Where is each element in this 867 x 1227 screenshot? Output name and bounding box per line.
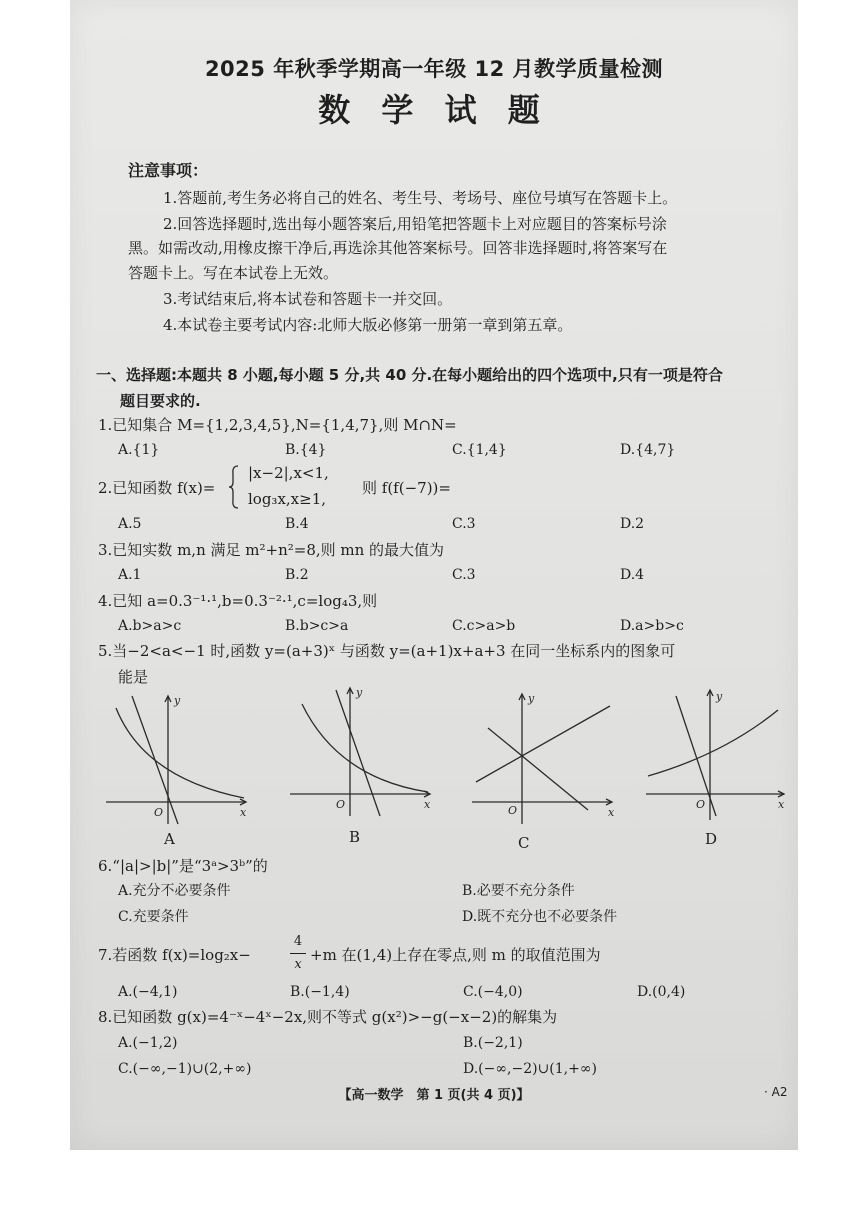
- question-1-stem: 1.已知集合 M={1,2,3,4,5},N={1,4,7},则 M∩N=: [98, 416, 457, 434]
- question-7-option-d: D.(0,4): [637, 984, 686, 1000]
- question-1-option-d: D.{4,7}: [620, 442, 676, 458]
- question-4-option-d: D.a>b>c: [620, 618, 684, 634]
- question-8-option-d: D.(−∞,−2)∪(1,+∞): [463, 1061, 597, 1077]
- exponential-curve: [476, 706, 610, 782]
- question-8-option-c: C.(−∞,−1)∪(2,+∞): [118, 1061, 252, 1077]
- question-6-stem: 6.“|a|>|b|”是“3ᵃ>3ᵇ”的: [98, 857, 268, 875]
- origin-label: O: [696, 798, 706, 811]
- question-5-stem: 5.当−2<a<−1 时,函数 y=(a+3)ˣ 与函数 y=(a+1)x+a+3 在同一坐标系内的图象可: [98, 642, 676, 660]
- exam-header-title: 2025 年秋季学期高一年级 12 月教学质量检测: [204, 57, 664, 81]
- notice-item: 答题卡上。写在本试卷上无效。: [128, 264, 339, 282]
- question-7-stem: 7.若函数 f(x)=log₂x−: [98, 946, 251, 964]
- question-8-stem: 8.已知函数 g(x)=4⁻ˣ−4ˣ−2x,则不等式 g(x²)>−g(−x−2)的解集为: [98, 1008, 558, 1026]
- question-7-option-b: B.(−1,4): [290, 984, 350, 1000]
- question-4-stem: 4.已知 a=0.3⁻¹·¹,b=0.3⁻²·¹,c=log₄3,则: [98, 592, 378, 610]
- graph-b: [288, 680, 438, 830]
- y-axis-label: y: [174, 694, 181, 707]
- exponential-curve: [302, 704, 428, 792]
- question-1-option-a: A.{1}: [118, 442, 160, 458]
- graph-a-label: A: [164, 830, 175, 848]
- question-3-option-a: A.1: [118, 567, 142, 583]
- question-2-option-a: A.5: [118, 516, 142, 532]
- question-6-option-d: D.既不充分也不必要条件: [462, 909, 618, 925]
- y-axis-label: y: [528, 692, 535, 705]
- question-3-stem: 3.已知实数 m,n 满足 m²+n²=8,则 mn 的最大值为: [98, 541, 445, 559]
- notice-item: 3.考试结束后,将本试卷和答题卡一并交回。: [163, 290, 453, 308]
- question-4-option-b: B.b>c>a: [285, 618, 349, 634]
- question-2-option-c: C.3: [452, 516, 476, 532]
- question-7-option-c: C.(−4,0): [463, 984, 523, 1000]
- question-7-option-a: A.(−4,1): [118, 984, 178, 1000]
- corner-mark: · A2: [764, 1085, 788, 1099]
- question-1-option-c: C.{1,4}: [452, 442, 507, 458]
- graph-d: [644, 684, 790, 824]
- exponential-curve: [648, 710, 778, 776]
- question-6-option-c: C.充要条件: [118, 909, 189, 925]
- graph-a: [104, 688, 254, 828]
- question-6-option-b: B.必要不充分条件: [462, 883, 575, 899]
- x-axis-label: x: [778, 798, 785, 811]
- question-2-stem: 2.已知函数 f(x)=: [98, 479, 216, 497]
- question-7-fraction-denominator: x: [294, 957, 302, 972]
- y-axis-label: y: [356, 686, 363, 699]
- origin-label: O: [336, 798, 346, 811]
- notice-item: 4.本试卷主要考试内容:北师大版必修第一册第一章到第五章。: [163, 316, 573, 334]
- notice-item: 1.答题前,考生务必将自己的姓名、考生号、考场号、座位号填写在答题卡上。: [163, 189, 678, 207]
- notice-item: 黑。如需改动,用橡皮擦干净后,再选涂其他答案标号。回答非选择题时,将答案写在: [128, 239, 668, 257]
- graph-c-label: C: [518, 834, 530, 852]
- notice-item: 2.回答选择题时,选出每小题答案后,用铅笔把答题卡上对应题目的答案标号涂: [163, 215, 667, 233]
- question-7-fraction-numerator: 4: [293, 934, 303, 949]
- question-2-option-b: B.4: [285, 516, 309, 532]
- section-heading-cont: 题目要求的.: [120, 392, 201, 410]
- question-3-option-d: D.4: [620, 567, 645, 583]
- graph-d-label: D: [705, 830, 718, 848]
- question-8-option-a: A.(−1,2): [118, 1035, 178, 1051]
- x-axis-label: x: [240, 806, 247, 819]
- question-6-option-a: A.充分不必要条件: [118, 883, 231, 899]
- question-7-fraction-bar: [290, 953, 306, 954]
- question-2-option-d: D.2: [620, 516, 645, 532]
- question-2-piece-1: |x−2|,x<1,: [248, 464, 329, 482]
- origin-label: O: [154, 806, 164, 819]
- question-4-option-c: C.c>a>b: [452, 618, 516, 634]
- question-7-stem-suffix: +m 在(1,4)上存在零点,则 m 的取值范围为: [310, 946, 601, 964]
- question-3-option-c: C.3: [452, 567, 476, 583]
- question-2-stem-suffix: 则 f(f(−7))=: [362, 479, 451, 497]
- question-4-option-a: A.b>a>c: [118, 618, 182, 634]
- notice-title: 注意事项：: [128, 161, 209, 180]
- piecewise-brace: [228, 464, 240, 510]
- question-2-piece-2: log₃x,x≥1,: [248, 490, 327, 508]
- question-5-stem-cont: 能是: [118, 668, 149, 686]
- graph-c: [470, 688, 620, 828]
- origin-label: O: [508, 804, 518, 817]
- linear-line: [132, 696, 178, 824]
- question-1-option-b: B.{4}: [285, 442, 327, 458]
- linear-line: [488, 728, 588, 810]
- x-axis-label: x: [608, 806, 615, 819]
- y-axis-label: y: [716, 690, 723, 703]
- question-8-option-b: B.(−2,1): [463, 1035, 523, 1051]
- x-axis-label: x: [424, 798, 431, 811]
- exponential-curve: [116, 708, 244, 798]
- section-heading: 一、选择题:本题共 8 小题,每小题 5 分,共 40 分.在每小题给出的四个选项中,只有一项是符合: [96, 366, 723, 384]
- question-3-option-b: B.2: [285, 567, 309, 583]
- page-footer: 【高一数学 第 1 页(共 4 页)】: [338, 1088, 530, 1103]
- exam-subject-title: 数 学 试 题: [318, 91, 550, 129]
- graph-b-label: B: [349, 828, 361, 846]
